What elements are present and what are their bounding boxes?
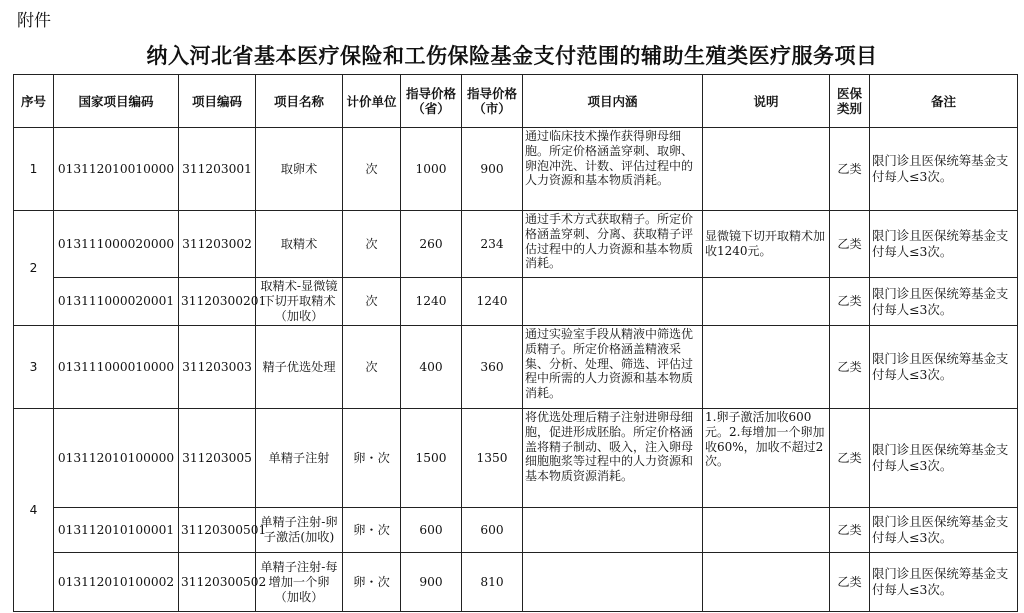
cell-price-prov: 900 [401,553,462,612]
table-row [14,211,1018,278]
cell-remark: 限门诊且医保统筹基金支付每人≤3次。 [870,128,1018,211]
cell-price-prov: 1240 [401,278,462,326]
col-header-unit: 计价单位 [343,75,401,128]
cell-content [523,278,703,326]
cell-national-code: 013112010100002 [54,553,179,612]
cell-price-city: 600 [462,508,523,553]
cell-category: 乙类 [830,508,870,553]
cell-code: 31120300501 [179,508,256,553]
cell-remark: 限门诊且医保统筹基金支付每人≤3次。 [870,508,1018,553]
cell-unit: 次 [343,326,401,409]
cell-remark: 限门诊且医保统筹基金支付每人≤3次。 [870,409,1018,508]
cell-price-city: 1350 [462,409,523,508]
document-title: 纳入河北省基本医疗保险和工伤保险基金支付范围的辅助生殖类医疗服务项目 [146,43,878,68]
col-header-desc: 说明 [703,75,830,128]
cell-remark: 限门诊且医保统筹基金支付每人≤3次。 [870,326,1018,409]
cell-code: 31120300502 [179,553,256,612]
table-row [14,553,1018,612]
col-header-content: 项目内涵 [523,75,703,128]
cell-unit: 次 [343,128,401,211]
cell-price-prov: 400 [401,326,462,409]
cell-content: 通过手术方式获取精子。所定价格涵盖穿刺、分离、获取精子评估过程中的人力资源和基本物质消耗。 [523,211,703,278]
cell-remark: 限门诊且医保统筹基金支付每人≤3次。 [870,278,1018,326]
cell-unit: 卵・次 [343,508,401,553]
service-items-table [13,74,1018,612]
cell-desc [703,278,830,326]
cell-name: 单精子注射-卵子激活(加收) [256,508,343,553]
cell-unit: 卵・次 [343,553,401,612]
cell-desc [703,128,830,211]
cell-seq: 2 [14,211,54,326]
table-row [14,278,1018,326]
cell-price-city: 900 [462,128,523,211]
cell-category: 乙类 [830,326,870,409]
table-header-row [14,75,1018,128]
cell-code: 311203003 [179,326,256,409]
cell-price-city: 360 [462,326,523,409]
cell-national-code: 013111000010000 [54,326,179,409]
cell-price-prov: 600 [401,508,462,553]
cell-name: 取精术-显微镜下切开取精术（加收） [256,278,343,326]
cell-remark: 限门诊且医保统筹基金支付每人≤3次。 [870,553,1018,612]
cell-name: 取卵术 [256,128,343,211]
cell-name: 精子优选处理 [256,326,343,409]
cell-name: 单精子注射-每增加一个卵（加收） [256,553,343,612]
cell-category: 乙类 [830,409,870,508]
cell-desc [703,553,830,612]
col-header-national-code: 国家项目编码 [54,75,179,128]
cell-unit: 卵・次 [343,409,401,508]
cell-national-code: 013112010100001 [54,508,179,553]
table-row [14,128,1018,211]
cell-desc [703,508,830,553]
col-header-code: 项目编码 [179,75,256,128]
cell-desc: 显微镜下切开取精术加收1240元。 [703,211,830,278]
col-header-category: 医保类别 [830,75,870,128]
cell-national-code: 013111000020000 [54,211,179,278]
cell-seq: 4 [14,409,54,612]
cell-code: 311203005 [179,409,256,508]
cell-price-city: 810 [462,553,523,612]
cell-price-prov: 1500 [401,409,462,508]
cell-code: 31120300201 [179,278,256,326]
attachment-label: 附件 [17,11,51,31]
cell-code: 311203001 [179,128,256,211]
cell-seq: 3 [14,326,54,409]
cell-unit: 次 [343,211,401,278]
cell-seq: 1 [14,128,54,211]
cell-category: 乙类 [830,211,870,278]
cell-unit: 次 [343,278,401,326]
cell-name: 取精术 [256,211,343,278]
cell-content [523,553,703,612]
table-row [14,409,1018,508]
cell-content: 通过临床技术操作获得卵母细胞。所定价格涵盖穿刺、取卵、卵泡冲洗、计数、评估过程中的人力资源和基本物质消耗。 [523,128,703,211]
cell-price-city: 1240 [462,278,523,326]
col-header-seq: 序号 [14,75,54,128]
cell-price-prov: 260 [401,211,462,278]
col-header-name: 项目名称 [256,75,343,128]
cell-category: 乙类 [830,553,870,612]
col-header-price-prov: 指导价格（省） [401,75,462,128]
cell-price-prov: 1000 [401,128,462,211]
cell-national-code: 013111000020001 [54,278,179,326]
cell-desc: 1.卵子激活加收600元。2.每增加一个卵加收60%，加收不超过2次。 [703,409,830,508]
cell-price-city: 234 [462,211,523,278]
cell-category: 乙类 [830,278,870,326]
cell-content: 将优选处理后精子注射进卵母细胞，促进形成胚胎。所定价格涵盖将精子制动、吸入，注入卵母细胞胞浆等过程中的人力资源和基本物质资源消耗。 [523,409,703,508]
cell-name: 单精子注射 [256,409,343,508]
cell-content: 通过实验室手段从精液中筛选优质精子。所定价格涵盖精液采集、分析、处理、筛选、评估过程中所需的人力资源和基本物质消耗。 [523,326,703,409]
cell-content [523,508,703,553]
table-row [14,508,1018,553]
cell-remark: 限门诊且医保统筹基金支付每人≤3次。 [870,211,1018,278]
cell-national-code: 013112010010000 [54,128,179,211]
cell-code: 311203002 [179,211,256,278]
cell-category: 乙类 [830,128,870,211]
table-row [14,326,1018,409]
col-header-price-city: 指导价格（市） [462,75,523,128]
cell-desc [703,326,830,409]
col-header-remark: 备注 [870,75,1018,128]
cell-national-code: 013112010100000 [54,409,179,508]
